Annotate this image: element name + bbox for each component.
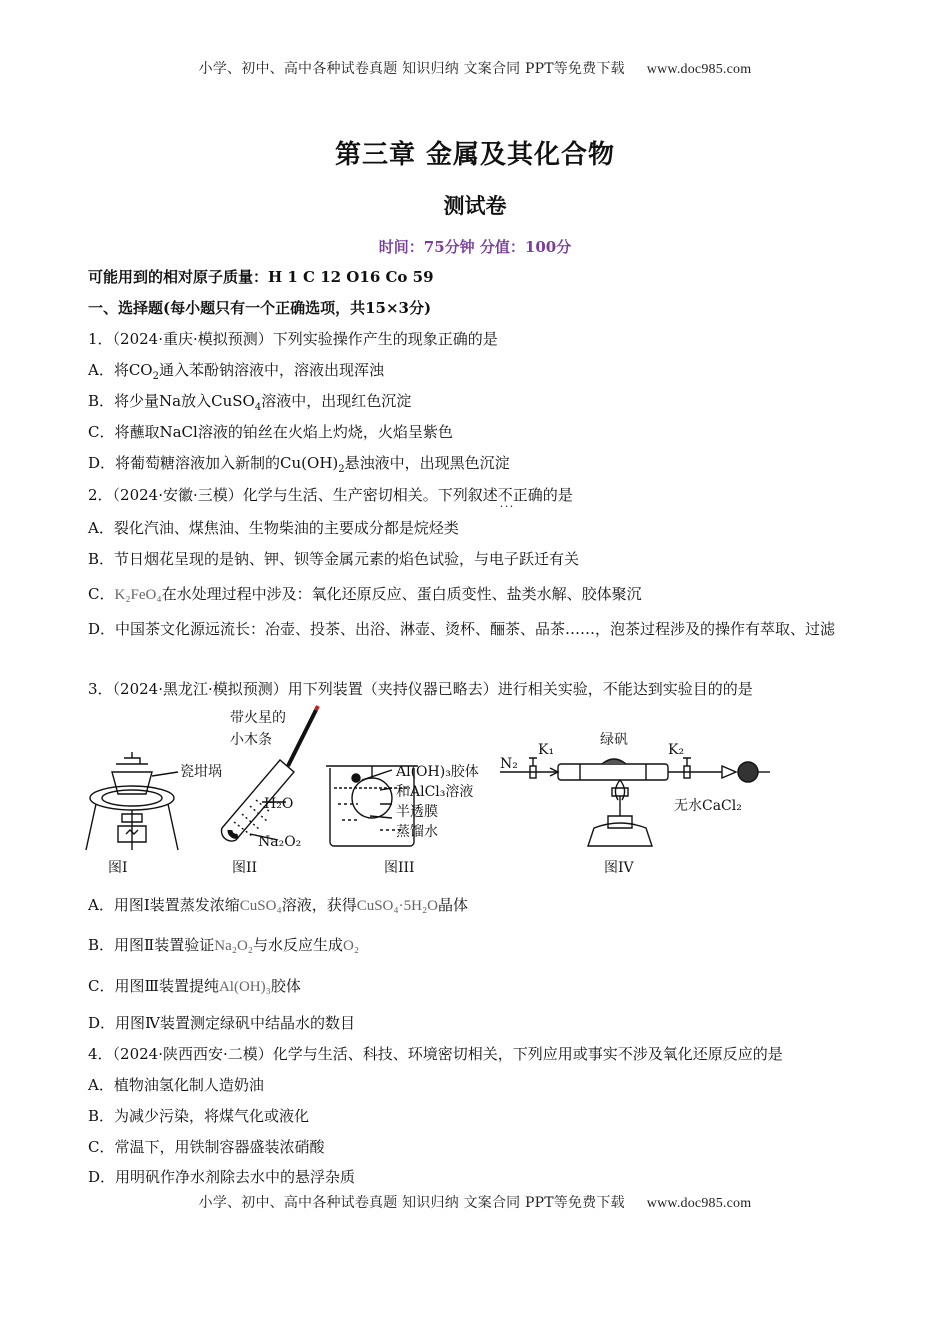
q4-option-b: B．为减少污染，将煤气化或液化 [88, 1107, 310, 1125]
caption-fig4: 图IV [604, 860, 634, 876]
footer-text: 小学、初中、高中各种试卷真题 知识归纳 文案合同 PPT等免费下载 [198, 1195, 625, 1211]
q4-option-d: D．用明矾作净水剂除去水中的悬浮杂质 [88, 1168, 356, 1186]
q2-option-d: D．中国茶文化源远流长：冶壶、投茶、出浴、淋壶、烫杯、酾茶、品茶……，泡茶过程涉及的操作有萃取、过滤 [88, 620, 836, 638]
label-k2: K₂ [668, 742, 685, 758]
emphasis-text: 不正确 · · · [498, 486, 543, 504]
q3-option-a: A．用图Ⅰ装置蒸发浓缩CuSO₄溶液，获得CuSO₄·5H₂O晶体 [88, 896, 469, 914]
k2feo4-formula: K₂FeO₄ [114, 587, 162, 603]
label-colloid-2: 和AlCl₃溶液 [396, 784, 474, 800]
caption-fig2: 图II [232, 860, 258, 876]
label-splint-2: 小木条 [230, 732, 272, 748]
label-n2: N₂ [500, 756, 518, 772]
time-score-info: 时间：75分钟 分值：100分 [378, 238, 572, 256]
q1-option-d: D．将葡萄糖溶液加入新制的$Cu(OH)_2$悬浊液中，出现黑色沉淀 [88, 454, 510, 475]
label-distilled-water: 蒸馏水 [396, 824, 438, 840]
q1-option-a: A．将$CO_2$通入苯酚钠溶液中，溶液出现浑浊 [88, 361, 384, 382]
q2-option-c: C．K₂FeO₄在水处理过程中涉及：氧化还原反应、蛋白质变性、盐类水解、胶体聚沉 [88, 585, 642, 603]
label-cacl2: 无水CaCl₂ [674, 798, 742, 814]
q3-option-b: B．用图Ⅱ装置验证Na₂O₂与水反应生成O₂ [88, 936, 360, 954]
label-na2o2: Na₂O₂ [258, 834, 302, 850]
label-vitriol: 绿矾 [600, 732, 628, 748]
q4-option-a: A．植物油氢化制人造奶油 [88, 1076, 264, 1094]
q1-option-b: B．将少量Na放入CuSO$_4$溶液中，出现红色沉淀 [88, 392, 412, 413]
chapter-title: 第三章 金属及其化合物 [334, 140, 616, 170]
label-k1: K₁ [538, 742, 555, 758]
test-subtitle: 测试卷 [443, 194, 507, 218]
q3-option-c: C．用图Ⅲ装置提纯Al(OH)₃胶体 [88, 977, 301, 995]
label-splint-1: 带火星的 [230, 710, 286, 726]
label-colloid: Al(OH)₃胶体 [396, 764, 479, 780]
label-membrane: 半透膜 [396, 804, 438, 820]
label-h2o: H₂O [264, 796, 294, 812]
footer-url[interactable]: www.doc985.com [646, 1196, 752, 1211]
q1-option-c: C．将蘸取NaCl溶液的铂丝在火焰上灼烧，火焰呈紫色 [88, 423, 453, 441]
section-heading: 一、选择题(每小题只有一个正确选项，共15×3分) [88, 299, 432, 317]
header-text: 小学、初中、高中各种试卷真题 知识归纳 文案合同 PPT等免费下载 [198, 61, 625, 77]
q1-stem: 1．（2024·重庆·模拟预测）下列实验操作产生的现象正确的是 [88, 330, 498, 348]
q4-stem: 4．（2024·陕西西安·二模）化学与生活、科技、环境密切相关，下列应用或事实不涉及氧化还原反应的是 [88, 1045, 783, 1063]
atomic-mass-line: 可能用到的相对原子质量：H 1 C 12 O16 Co 59 [88, 268, 434, 286]
test-tube-apparatus [222, 706, 318, 841]
q2-stem: 2．（2024·安徽·三模）化学与生活、生产密切相关。下列叙述不正确 · · ·的是 [88, 484, 573, 505]
q2-option-a: A．裂化汽油、煤焦油、生物柴油的主要成分都是烷烃类 [88, 519, 459, 537]
q4-option-c: C．常温下，用铁制容器盛装浓硝酸 [88, 1138, 325, 1156]
page-footer [0, 1192, 950, 1212]
q3-stem: 3．（2024·黑龙江·模拟预测）用下列装置（夹持仪器已略去）进行相关实验，不能达到实验目的的是 [88, 680, 753, 698]
apparatus-figure [80, 700, 870, 885]
page-header [0, 58, 950, 78]
crucible-apparatus [86, 752, 178, 850]
q3-option-d: D．用图Ⅳ装置测定绿矾中结晶水的数目 [88, 1014, 356, 1032]
caption-fig3: 图III [384, 860, 415, 876]
caption-fig1: 图I [108, 860, 128, 876]
header-url[interactable]: www.doc985.com [646, 62, 752, 77]
label-crucible: 瓷坩埚 [180, 764, 222, 780]
q2-option-b: B．节日烟花呈现的是钠、钾、钡等金属元素的焰色试验，与电子跃迁有关 [88, 550, 580, 568]
